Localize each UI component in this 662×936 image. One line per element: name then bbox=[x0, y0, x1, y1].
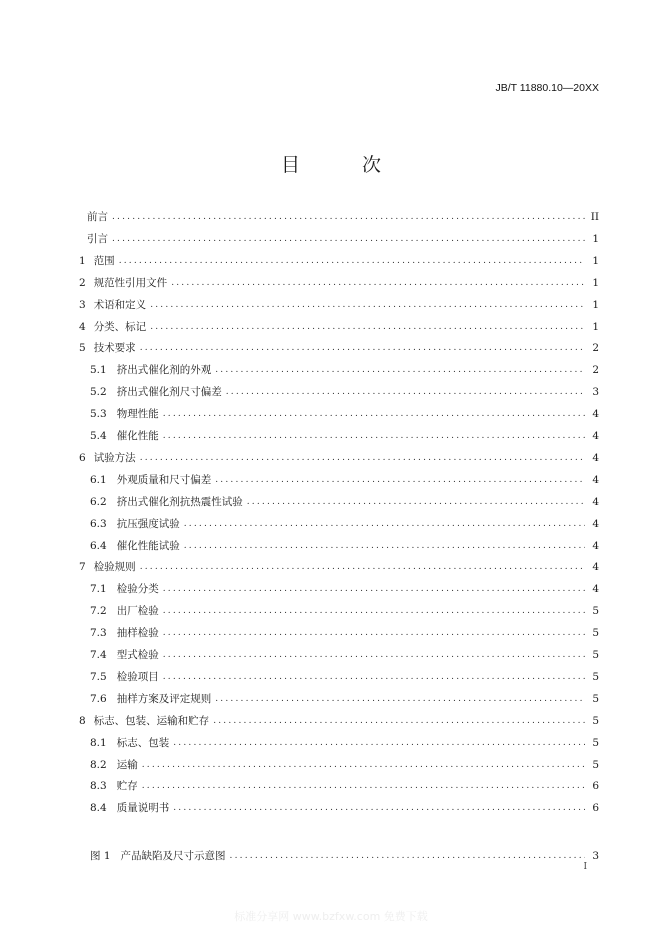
toc-dot-leader bbox=[215, 363, 585, 377]
toc-entry-number: 8.3 bbox=[90, 780, 107, 793]
toc-entry-title: 运输 bbox=[116, 758, 138, 771]
toc-dot-leader bbox=[142, 779, 585, 793]
toc-dot-leader bbox=[142, 758, 585, 772]
toc-entry-8-1-24[interactable] bbox=[90, 730, 599, 750]
toc-entry-title: 范围 bbox=[93, 254, 115, 267]
toc-entry-page: 2 bbox=[592, 364, 599, 377]
watermark: 标准分享网 www.bzfxw.com 免费下载 bbox=[234, 910, 428, 923]
toc-entry-1-2[interactable] bbox=[79, 248, 599, 268]
toc-entry-7-6-22[interactable] bbox=[90, 686, 599, 706]
toc-entry-6-4-15[interactable] bbox=[90, 533, 599, 553]
toc-dot-leader bbox=[140, 451, 585, 465]
toc-entry-page: 5 bbox=[592, 670, 599, 683]
toc-entry-7-3-19[interactable] bbox=[90, 620, 599, 640]
toc-entry-page: 6 bbox=[592, 802, 599, 815]
toc-entry-title: 出厂检验 bbox=[116, 605, 159, 618]
toc-entry-page: 4 bbox=[592, 408, 599, 421]
toc-entry-page: 3 bbox=[592, 386, 599, 399]
page-title: 目 次 bbox=[280, 154, 410, 176]
toc-dot-leader bbox=[163, 670, 585, 684]
toc-entry-title: 标志、包装 bbox=[116, 736, 170, 749]
toc-entry-number: 8.4 bbox=[90, 802, 107, 815]
toc-entry-5-3-9[interactable] bbox=[90, 401, 599, 421]
toc-dot-leader bbox=[184, 517, 585, 531]
toc-entry-page: 5 bbox=[592, 714, 599, 727]
toc-entry-title: 贮存 bbox=[116, 780, 138, 793]
toc-entry-title: 检验项目 bbox=[116, 670, 159, 683]
toc-dot-leader bbox=[140, 560, 585, 574]
toc-dot-leader bbox=[119, 254, 585, 268]
toc-entry-title: 技术要求 bbox=[93, 342, 136, 355]
toc-entry-number: 5.3 bbox=[90, 408, 107, 421]
toc-entry-title: 分类、标记 bbox=[93, 320, 147, 333]
toc-dot-leader bbox=[173, 736, 585, 750]
toc-entry-number: 8.2 bbox=[90, 758, 107, 771]
toc-entry-page: 5 bbox=[592, 649, 599, 661]
toc-entry-3-4[interactable] bbox=[79, 292, 599, 312]
toc-entry-number: 7.4 bbox=[90, 649, 107, 661]
toc-entry-8-23[interactable] bbox=[79, 708, 599, 728]
toc-dot-leader bbox=[112, 232, 585, 246]
toc-entry-title: 产品缺陷及尺寸示意图 bbox=[120, 850, 226, 863]
toc-entry-number: 5.2 bbox=[90, 386, 107, 399]
figure-entry-1[interactable] bbox=[90, 843, 599, 863]
toc-entry-number: 5.4 bbox=[90, 430, 107, 442]
toc-entry-page: 4 bbox=[592, 473, 599, 486]
toc-entry-page: 1 bbox=[592, 320, 599, 333]
toc-dot-leader bbox=[215, 692, 585, 706]
page-number: I bbox=[583, 862, 587, 872]
toc-entry-title: 催化性能试验 bbox=[116, 539, 180, 552]
toc-entry-page: 4 bbox=[592, 561, 599, 574]
toc-entry-number: 6.1 bbox=[90, 473, 107, 486]
toc-entry-page: 1 bbox=[592, 298, 599, 311]
toc-entry-number: 7.3 bbox=[90, 627, 107, 640]
toc-entry-7-16[interactable] bbox=[79, 554, 599, 574]
toc-entry-page: 3 bbox=[592, 850, 599, 863]
toc-entry-title: 前言 bbox=[87, 211, 108, 223]
standard-code: JB/T 11880.10—20XX bbox=[495, 82, 599, 94]
toc-entry-title: 抗压强度试验 bbox=[116, 517, 180, 530]
toc-entry-6-3-14[interactable] bbox=[90, 511, 599, 531]
toc-dot-leader bbox=[173, 801, 585, 815]
toc-dot-leader bbox=[150, 320, 585, 334]
toc-entry-page: 4 bbox=[592, 539, 599, 552]
toc-entry-7-4-20[interactable] bbox=[90, 642, 599, 662]
toc-entry-page: 1 bbox=[592, 232, 599, 245]
toc-entry-8-3-26[interactable] bbox=[90, 773, 599, 793]
toc-entry-page: 4 bbox=[592, 517, 599, 530]
toc-entry-7-1-17[interactable] bbox=[90, 576, 599, 596]
toc-entry-6-1-12[interactable] bbox=[90, 467, 599, 487]
toc-dot-leader bbox=[163, 604, 585, 618]
toc-entry-page: 6 bbox=[592, 780, 599, 793]
toc-entry-title: 外观质量和尺寸偏差 bbox=[116, 473, 212, 486]
toc-entry-5-1-7[interactable] bbox=[90, 357, 599, 377]
toc-entry-number: 8.1 bbox=[90, 736, 107, 749]
toc-entry-7-5-21[interactable] bbox=[90, 664, 599, 684]
toc-dot-leader bbox=[184, 539, 585, 553]
toc-dot-leader bbox=[215, 473, 585, 487]
toc-entry-title: 挤出式催化剂尺寸偏差 bbox=[116, 386, 222, 399]
toc-entry-title: 检验分类 bbox=[116, 583, 159, 596]
toc-dot-leader bbox=[247, 495, 585, 509]
toc-entry-title: 抽样方案及评定规则 bbox=[116, 692, 212, 705]
toc-entry-front-0[interactable] bbox=[79, 204, 599, 224]
toc-entry-page: 1 bbox=[592, 276, 599, 289]
toc-entry-title: 引言 bbox=[87, 232, 108, 245]
toc-entry-title: 型式检验 bbox=[116, 649, 159, 661]
toc-entry-number: 2 bbox=[79, 276, 86, 289]
toc-entry-title: 规范性引用文件 bbox=[93, 276, 168, 289]
toc-entry-8-4-27[interactable] bbox=[90, 795, 599, 815]
toc-dot-leader bbox=[226, 385, 585, 399]
toc-entry-page: 2 bbox=[592, 342, 599, 355]
toc-entry-5-4-10[interactable] bbox=[90, 423, 599, 443]
toc-entry-title: 质量说明书 bbox=[116, 802, 170, 815]
toc-entry-number: 5 bbox=[79, 342, 86, 355]
toc-entry-title: 试验方法 bbox=[93, 451, 136, 464]
toc-dot-leader bbox=[163, 429, 585, 443]
toc-entry-number: 7.2 bbox=[90, 605, 107, 618]
toc-entry-page: 4 bbox=[592, 495, 599, 508]
toc-entry-page: II bbox=[590, 211, 599, 223]
toc-entry-number: 8 bbox=[79, 714, 86, 727]
toc-entry-number: 6.3 bbox=[90, 517, 107, 530]
toc-entry-page: 4 bbox=[592, 451, 599, 464]
toc-entry-7-2-18[interactable] bbox=[90, 598, 599, 618]
toc-entry-title: 挤出式催化剂的外观 bbox=[116, 364, 212, 377]
toc-dot-leader bbox=[163, 582, 585, 596]
toc-entry-title: 检验规则 bbox=[93, 561, 136, 574]
toc-dot-leader bbox=[213, 714, 585, 728]
toc-entry-number: 5.1 bbox=[90, 364, 107, 377]
toc-dot-leader bbox=[230, 849, 585, 863]
toc-entry-title: 标志、包装、运输和贮存 bbox=[93, 714, 210, 727]
toc-entry-number: 4 bbox=[79, 320, 86, 333]
toc-entry-5-6[interactable] bbox=[79, 335, 599, 355]
toc-entry-number: 6.4 bbox=[90, 539, 107, 552]
toc-entry-6-2-13[interactable] bbox=[90, 489, 599, 509]
toc-entry-6-11[interactable] bbox=[79, 445, 599, 465]
toc-entry-page: 5 bbox=[592, 605, 599, 618]
toc-entry-2-3[interactable] bbox=[79, 270, 599, 290]
toc-entry-number: 6 bbox=[79, 451, 86, 464]
toc-entry-8-2-25[interactable] bbox=[90, 752, 599, 772]
toc-entry-5-2-8[interactable] bbox=[90, 379, 599, 399]
toc-dot-leader bbox=[150, 298, 585, 312]
toc-entry-title: 物理性能 bbox=[116, 408, 159, 421]
toc-entry-page: 5 bbox=[592, 758, 599, 771]
toc-entry-number: 6.2 bbox=[90, 495, 107, 508]
toc-entry-number: 1 bbox=[79, 254, 86, 267]
toc-entry-page: 5 bbox=[592, 736, 599, 749]
toc-dot-leader bbox=[163, 626, 585, 640]
toc-entry-number: 3 bbox=[79, 298, 86, 311]
toc-entry-title: 挤出式催化剂抗热震性试验 bbox=[116, 495, 243, 508]
toc-entry-front-1[interactable] bbox=[79, 226, 599, 246]
toc-entry-number: 7 bbox=[79, 561, 86, 574]
toc-entry-title: 催化性能 bbox=[116, 430, 159, 442]
toc-entry-page: 1 bbox=[592, 254, 599, 267]
toc-dot-leader bbox=[140, 341, 585, 355]
toc-entry-page: 4 bbox=[592, 430, 599, 442]
toc-entry-number: 7.1 bbox=[90, 583, 107, 596]
toc-dot-leader bbox=[112, 210, 585, 224]
toc-entry-number: 图 1 bbox=[90, 850, 111, 863]
toc-dot-leader bbox=[163, 648, 585, 662]
toc-dot-leader bbox=[163, 407, 585, 421]
toc-entry-number: 7.6 bbox=[90, 692, 107, 705]
toc-entry-page: 5 bbox=[592, 627, 599, 640]
toc-dot-leader bbox=[171, 276, 585, 290]
toc-entry-page: 5 bbox=[592, 692, 599, 705]
toc-entry-number: 7.5 bbox=[90, 670, 107, 683]
toc-entry-page: 4 bbox=[592, 583, 599, 596]
toc-entry-4-5[interactable] bbox=[79, 314, 599, 334]
toc-entry-title: 术语和定义 bbox=[93, 298, 147, 311]
toc-entry-title: 抽样检验 bbox=[116, 627, 159, 640]
